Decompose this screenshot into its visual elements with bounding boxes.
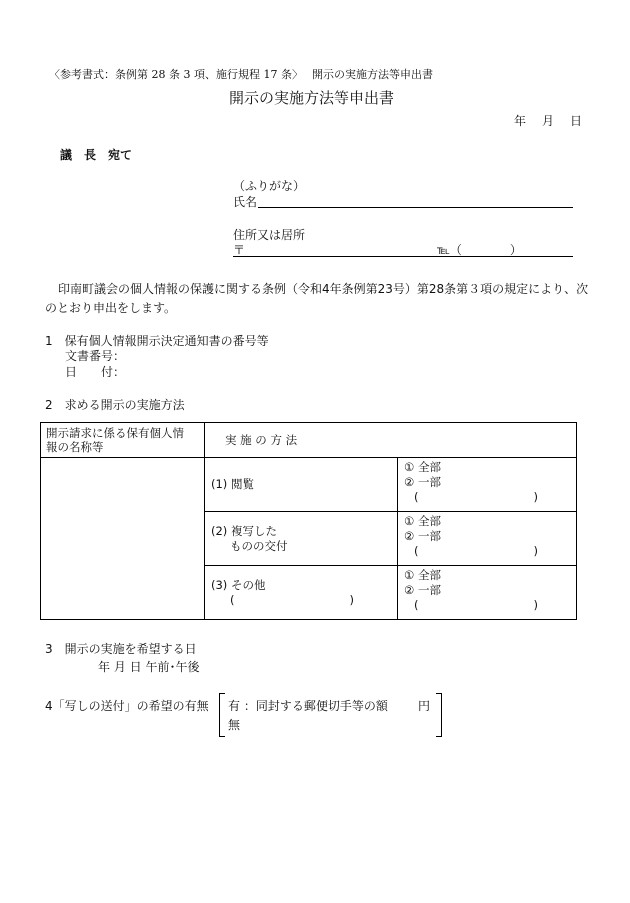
address-underline [233, 256, 573, 257]
method-2-label-2: ものの交付 [230, 538, 288, 553]
option-all-2[interactable]: ① 全部 [404, 514, 441, 528]
name-underline [258, 207, 573, 208]
mail-no-option[interactable]: 無 [228, 718, 241, 732]
method-3-label: (3) その他 [211, 577, 266, 592]
doc-date-label: 日 付： [65, 365, 126, 379]
option-cell-3[interactable] [398, 566, 577, 620]
option-cell-1[interactable] [398, 458, 577, 512]
col2-header [205, 423, 577, 458]
furigana-label: （ふりがな） [233, 179, 306, 193]
method-cell-3 [205, 566, 398, 620]
option-all-3[interactable]: ① 全部 [404, 568, 441, 582]
info-name-cell[interactable] [41, 458, 205, 620]
option-paren-1: ( ) [414, 490, 538, 504]
method-cell-1 [205, 458, 398, 512]
addressee: 議 長 宛て [60, 148, 133, 162]
option-all-1[interactable]: ① 全部 [404, 460, 441, 474]
option-cell-2[interactable] [398, 512, 577, 566]
doc-number-label: 文書番号： [65, 349, 126, 363]
option-part-2[interactable]: ② 一部 [404, 529, 441, 543]
option-part-3[interactable]: ② 一部 [404, 583, 441, 597]
section3-date-line: 年 月 日 午前･午後 [98, 660, 200, 674]
mail-yes-option[interactable]: 有 ：同封する郵便切手等の額 [228, 699, 388, 713]
method-table [40, 422, 577, 620]
reference-note: 〈参考書式：条例第 28 条 3 項、施行規程 17 条〉 開示の実施方法等申出書 [49, 68, 433, 81]
date-line: 年 月 日 [514, 114, 585, 128]
method-1-label: (1) 閲覧 [211, 477, 254, 491]
bracket-left [219, 693, 225, 737]
bracket-right [436, 693, 442, 737]
name-label: 氏名 [233, 195, 258, 209]
method-3-paren: ( ) [230, 592, 354, 607]
body-line-1: 印南町議会の個人情報の保護に関する条例（令和4年条例第23号）第28条第３項の規定により、次 [58, 282, 589, 296]
col2-header-text: 実 施 の 方 法 [225, 433, 298, 447]
postal-mark: 〒 [233, 243, 246, 257]
tel-label: ℡（ ） [437, 243, 522, 257]
col1-header [41, 423, 205, 458]
yen-label: 円 [418, 699, 431, 713]
method-cell-2 [205, 512, 398, 566]
method-2-label: (2) 複写した [211, 523, 277, 538]
option-paren-2: ( ) [414, 544, 538, 558]
body-line-2: のとおり申出をします。 [45, 301, 177, 315]
section1-heading: 1 保有個人情報開示決定通知書の番号等 [45, 334, 269, 348]
address-label: 住所又は居所 [233, 228, 306, 242]
col1-header-line2: 報の名称等 [46, 440, 104, 454]
section2-heading: 2 求める開示の実施方法 [45, 398, 185, 412]
option-part-1[interactable]: ② 一部 [404, 475, 441, 489]
col1-header-line1: 開示請求に係る保有個人情 [46, 426, 184, 440]
section4-heading: 4「写しの送付」の希望の有無 [45, 699, 209, 713]
option-paren-3: ( ) [414, 598, 538, 612]
section3-heading: 3 開示の実施を希望する日 [45, 642, 197, 656]
document-title: 開示の実施方法等申出書 [229, 89, 395, 107]
